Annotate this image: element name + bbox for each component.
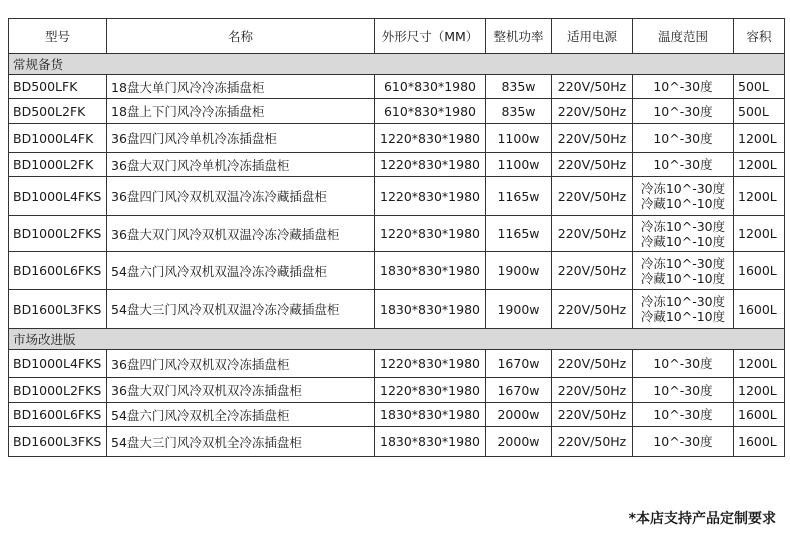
- cell-name: 54盘大三门风冷双机双温冷冻冷藏插盘柜: [107, 290, 375, 329]
- temp-line: 冷冻10^-30度: [640, 218, 726, 234]
- cell-size: 1830*830*1980: [375, 403, 486, 427]
- col-header-volume: 容积: [734, 19, 785, 54]
- temp-line: 10^-30度: [653, 434, 713, 449]
- cell-power: 1670w: [486, 378, 552, 403]
- table-row: [9, 99, 785, 124]
- temp-line: 10^-30度: [653, 157, 713, 172]
- cell-temp: [633, 124, 734, 153]
- cell-temp: [633, 403, 734, 427]
- cell-name: 54盘大三门风冷双机全冷冻插盘柜: [107, 427, 375, 457]
- section-title: 常规备货: [9, 54, 785, 75]
- cell-name: 54盘六门风冷双机双温冷冻冷藏插盘柜: [107, 252, 375, 290]
- cell-power: 1165w: [486, 216, 552, 252]
- cell-model: BD1000L4FKS: [9, 177, 107, 216]
- cell-volume: 1600L: [734, 252, 785, 290]
- cell-volume: 500L: [734, 99, 785, 124]
- cell-model: BD500LFK: [9, 75, 107, 99]
- col-header-supply: 适用电源: [552, 19, 633, 54]
- cell-temp: [633, 177, 734, 216]
- cell-temp: [633, 99, 734, 124]
- cell-supply: 220V/50Hz: [552, 252, 633, 290]
- header-row: [9, 19, 785, 54]
- temp-line: 冷冻10^-30度: [640, 294, 726, 309]
- cell-volume: 1200L: [734, 177, 785, 216]
- spec-table: [8, 18, 785, 457]
- col-header-temp: 温度范围: [633, 19, 734, 54]
- cell-temp: [633, 427, 734, 457]
- cell-size: 1220*830*1980: [375, 177, 486, 216]
- cell-size: 1830*830*1980: [375, 252, 486, 290]
- col-header-name: 名称: [107, 19, 375, 54]
- cell-size: 1830*830*1980: [375, 290, 486, 329]
- cell-model: BD1000L2FKS: [9, 378, 107, 403]
- temp-line: 冷藏10^-10度: [640, 309, 726, 324]
- section-row: [9, 54, 785, 75]
- cell-size: 1220*830*1980: [375, 153, 486, 177]
- cell-temp: [633, 252, 734, 290]
- cell-name: 36盘大双门风冷双机双冷冻插盘柜: [107, 378, 375, 403]
- cell-size: 610*830*1980: [375, 75, 486, 99]
- customization-note: *本店支持产品定制要求: [628, 511, 776, 527]
- cell-temp: [633, 216, 734, 252]
- cell-power: 1100w: [486, 124, 552, 153]
- cell-volume: 1600L: [734, 427, 785, 457]
- cell-temp: [633, 350, 734, 378]
- table-row: [9, 378, 785, 403]
- temp-line: 10^-30度: [653, 103, 713, 119]
- cell-size: 1220*830*1980: [375, 124, 486, 153]
- cell-size: 1220*830*1980: [375, 350, 486, 378]
- cell-model: BD1000L4FKS: [9, 350, 107, 378]
- section-title: 市场改进版: [9, 329, 785, 350]
- cell-supply: 220V/50Hz: [552, 350, 633, 378]
- cell-power: 2000w: [486, 427, 552, 457]
- table-row: [9, 427, 785, 457]
- temp-line: 10^-30度: [653, 79, 713, 94]
- temp-line: 10^-30度: [653, 356, 713, 371]
- col-header-model: 型号: [9, 19, 107, 54]
- cell-volume: 1200L: [734, 124, 785, 153]
- cell-model: BD1600L3FKS: [9, 427, 107, 457]
- cell-supply: 220V/50Hz: [552, 290, 633, 329]
- cell-temp: [633, 153, 734, 177]
- cell-power: 1100w: [486, 153, 552, 177]
- cell-model: BD1000L4FK: [9, 124, 107, 153]
- cell-power: 1900w: [486, 252, 552, 290]
- cell-power: 835w: [486, 75, 552, 99]
- cell-name: 18盘上下门风冷冷冻插盘柜: [107, 99, 375, 124]
- cell-volume: 1200L: [734, 216, 785, 252]
- cell-power: 835w: [486, 99, 552, 124]
- temp-line: 10^-30度: [653, 382, 713, 398]
- cell-name: 36盘四门风冷双机双温冷冻冷藏插盘柜: [107, 177, 375, 216]
- temp-line: 冷藏10^-10度: [640, 233, 726, 249]
- table-row: [9, 75, 785, 99]
- cell-supply: 220V/50Hz: [552, 403, 633, 427]
- cell-size: 1220*830*1980: [375, 216, 486, 252]
- section-row: [9, 329, 785, 350]
- cell-name: 36盘四门风冷双机双冷冻插盘柜: [107, 350, 375, 378]
- cell-temp: [633, 290, 734, 329]
- cell-supply: 220V/50Hz: [552, 75, 633, 99]
- cell-temp: [633, 378, 734, 403]
- temp-line: 10^-30度: [653, 130, 713, 146]
- table-body: [9, 54, 785, 457]
- cell-model: BD1000L2FKS: [9, 216, 107, 252]
- cell-supply: 220V/50Hz: [552, 427, 633, 457]
- cell-temp: [633, 75, 734, 99]
- col-header-size: 外形尺寸（MM）: [375, 19, 486, 54]
- cell-size: 1220*830*1980: [375, 378, 486, 403]
- cell-model: BD1600L3FKS: [9, 290, 107, 329]
- cell-name: 36盘四门风冷单机冷冻插盘柜: [107, 124, 375, 153]
- cell-volume: 1200L: [734, 153, 785, 177]
- cell-model: BD1600L6FKS: [9, 252, 107, 290]
- cell-power: 1670w: [486, 350, 552, 378]
- cell-volume: 1600L: [734, 290, 785, 329]
- table-row: [9, 252, 785, 290]
- cell-power: 1900w: [486, 290, 552, 329]
- cell-supply: 220V/50Hz: [552, 216, 633, 252]
- table-row: [9, 153, 785, 177]
- cell-supply: 220V/50Hz: [552, 124, 633, 153]
- cell-supply: 220V/50Hz: [552, 177, 633, 216]
- cell-name: 36盘大双门风冷双机双温冷冻冷藏插盘柜: [107, 216, 375, 252]
- cell-size: 1830*830*1980: [375, 427, 486, 457]
- cell-name: 18盘大单门风冷冷冻插盘柜: [107, 75, 375, 99]
- cell-volume: 1200L: [734, 350, 785, 378]
- cell-model: BD500L2FK: [9, 99, 107, 124]
- cell-volume: 500L: [734, 75, 785, 99]
- table-row: [9, 124, 785, 153]
- temp-line: 冷冻10^-30度: [640, 255, 726, 271]
- table-row: [9, 290, 785, 329]
- temp-line: 冷藏10^-10度: [640, 270, 726, 286]
- cell-model: BD1000L2FK: [9, 153, 107, 177]
- temp-line: 10^-30度: [653, 407, 713, 422]
- cell-volume: 1600L: [734, 403, 785, 427]
- temp-line: 冷冻10^-30度: [640, 181, 726, 196]
- cell-name: 54盘六门风冷双机全冷冻插盘柜: [107, 403, 375, 427]
- cell-volume: 1200L: [734, 378, 785, 403]
- cell-power: 2000w: [486, 403, 552, 427]
- temp-line: 冷藏10^-10度: [640, 196, 726, 211]
- cell-supply: 220V/50Hz: [552, 378, 633, 403]
- table-row: [9, 403, 785, 427]
- cell-supply: 220V/50Hz: [552, 99, 633, 124]
- cell-supply: 220V/50Hz: [552, 153, 633, 177]
- table-row: [9, 350, 785, 378]
- cell-model: BD1600L6FKS: [9, 403, 107, 427]
- col-header-power: 整机功率: [486, 19, 552, 54]
- cell-name: 36盘大双门风冷单机冷冻插盘柜: [107, 153, 375, 177]
- table-row: [9, 177, 785, 216]
- table-row: [9, 216, 785, 252]
- cell-power: 1165w: [486, 177, 552, 216]
- cell-size: 610*830*1980: [375, 99, 486, 124]
